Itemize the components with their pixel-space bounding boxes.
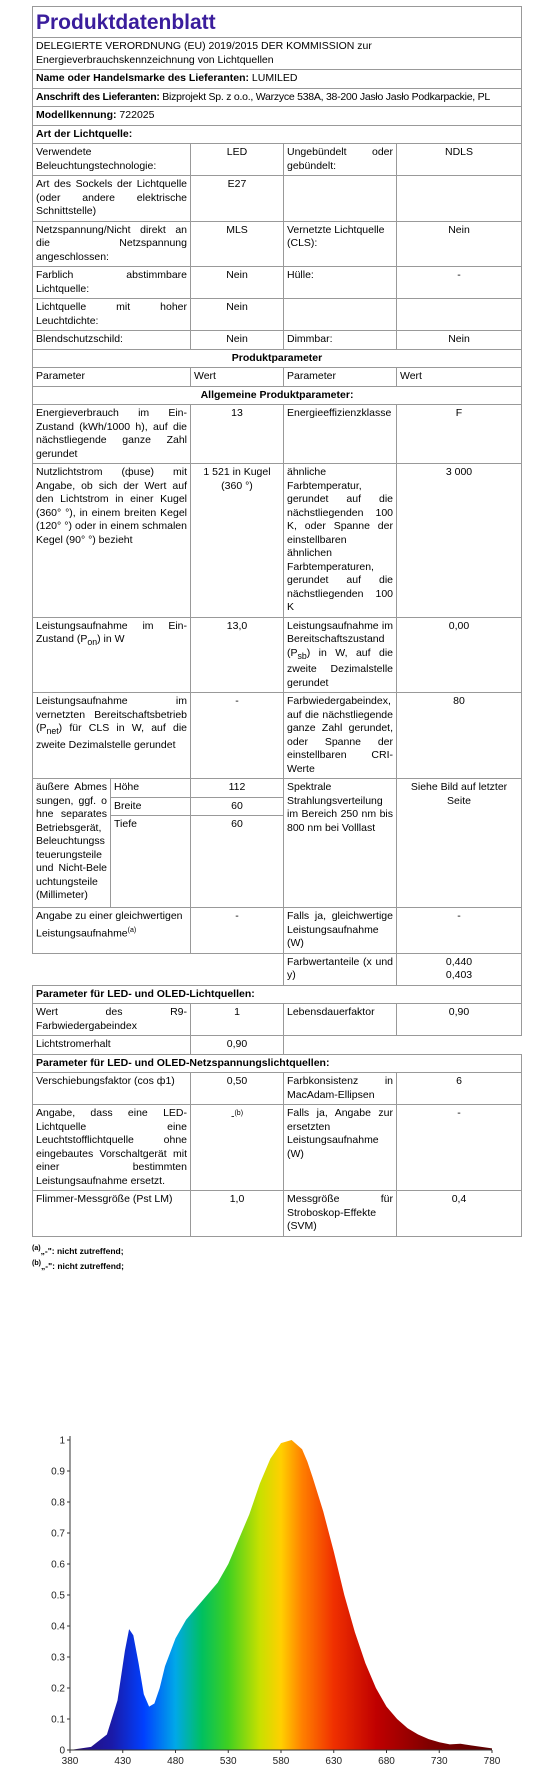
fluorescent-replacement-label: Angabe, dass eine LED-Lichtquelle eine Leuchtstofflichtquelle ohne eingebautes Vorschaltgerät mit einer bestimmten Leistungsaufnahme ersetzt.	[33, 1105, 191, 1191]
datasheet-table	[32, 6, 522, 1237]
flicker-label: Flimmer-Messgröße (Pst LM)	[33, 1191, 191, 1237]
high-luminance-value: Nein	[191, 299, 284, 331]
equivalent-power-label: Angabe zu einer gleichwertigen Leistungsaufnahme$^{(a)}$	[33, 908, 191, 954]
directional-label: Ungebündelt oder gebündelt:	[284, 144, 397, 176]
type-section-title: Art der Lichtquelle:	[33, 125, 522, 144]
spectrum-point	[354, 1631, 356, 1633]
r9-label: Wert des R9-Farbwiedergabeindex	[33, 1004, 191, 1036]
mains-label: Netzspannung/Nicht direkt an die Netzspannung angeschlossen:	[33, 221, 191, 267]
page-title: Produktdatenblatt	[33, 7, 522, 38]
cct-label: ähnliche Farbtemperatur, gerundet auf die nächstliegenden 100 K, oder Spanne der einstellbaren ähnlichen Farbtemperaturen, gerundet auf die nächstliegenden 100 K	[284, 464, 397, 618]
efficiency-class-value: F	[397, 405, 522, 464]
spectrum-point	[206, 1594, 208, 1596]
supplier-name-value: LUMILED	[251, 72, 298, 84]
anti-glare-label: Blendschutzschild:	[33, 331, 191, 350]
anti-glare-value: Nein	[191, 331, 284, 350]
y-tick-label: 0.9	[51, 1466, 65, 1478]
spectrum-point	[491, 1748, 493, 1750]
spectrum-point	[175, 1638, 177, 1640]
y-tick-label: 0.8	[51, 1497, 65, 1509]
displacement-value: 0,50	[191, 1073, 284, 1105]
y-tick-label: 0.1	[51, 1714, 65, 1726]
footnote-a: $^{(a)}$„-": nicht zutreffend;	[32, 1243, 124, 1256]
spectrum-point	[128, 1628, 130, 1630]
spectrum-point	[196, 1607, 198, 1609]
r9-value: 1	[191, 1004, 284, 1036]
supplier-address-row	[33, 88, 522, 107]
spectrum-point	[428, 1738, 430, 1740]
spectrum-point	[439, 1742, 441, 1744]
on-power-label: Leistungsaufnahme im Ein-Zustand $(P_{on})$ in W	[33, 617, 191, 693]
spectrum-point	[375, 1687, 377, 1689]
x-tick-label: 580	[272, 1756, 290, 1767]
x-tick-label: 630	[325, 1756, 343, 1767]
header-value-1: Wert	[191, 368, 284, 387]
header-parameter-1: Parameter	[33, 368, 191, 387]
networked-standby-label: Leistungsaufnahme im vernetzten Bereitschaftsbetrieb $(P_{net})$ für CLS in W, auf die zweite Dezimalstelle gerundet	[33, 693, 191, 779]
spectrum-point	[344, 1594, 346, 1596]
model-value: 722025	[119, 109, 155, 121]
stroboscopic-label: Messgröße für Stroboskop-Effekte (SVM)	[284, 1191, 397, 1237]
displacement-label: Verschiebungsfaktor (cos ф1)	[33, 1073, 191, 1105]
product-params-title: Produktparameter	[33, 349, 522, 368]
footnotes	[32, 1242, 521, 1274]
x-tick-label: 730	[430, 1756, 448, 1767]
spectrum-point	[481, 1746, 483, 1748]
spectrum-point	[138, 1662, 140, 1664]
technology-label: Verwendete Beleuchtungstechnologie:	[33, 144, 191, 176]
spectrum-point	[396, 1718, 398, 1720]
flicker-value: 1,0	[191, 1191, 284, 1237]
y-tick-label: 0.4	[51, 1621, 65, 1633]
spectrum-area	[70, 1440, 492, 1750]
x-tick-label: 530	[219, 1756, 237, 1767]
dimensions-label: äußere Abmessungen, ggf. ohne separates Betriebsgerät, Beleuchtungssteuerungsteile und Nicht-Beleuchtungsteile (Millimeter)	[33, 779, 111, 908]
supplier-name-label: Name oder Handelsmarke des Lieferanten:	[36, 72, 249, 84]
height-value: 112	[191, 779, 284, 798]
flux-value: 1 521 in Kugel (360 °)	[191, 464, 284, 618]
regulation-text: DELEGIERTE VERORDNUNG (EU) 2019/2015 DER KOMMISSION zur Energieverbrauchskennzeichnung von Lichtquellen	[33, 38, 522, 70]
high-luminance-label: Lichtquelle mit hoher Leuchtdichte:	[33, 299, 191, 331]
spectrum-point	[185, 1619, 187, 1621]
spectrum-point	[312, 1476, 314, 1478]
y-tick-label: 1	[59, 1435, 65, 1447]
y-tick-label: 0.5	[51, 1590, 65, 1602]
chromaticity-label: Farbwertanteile (x und y)	[284, 953, 397, 985]
spectrum-point	[154, 1703, 156, 1705]
x-tick-label: 480	[167, 1756, 184, 1767]
x-tick-label: 780	[483, 1756, 501, 1767]
standby-power-label: Leistungsaufnahme im Bereitschaftszustand $(P_{sb})$ in W, auf die zweite Dezimalstelle gerundet	[284, 617, 397, 693]
x-tick-label: 680	[378, 1756, 395, 1767]
cap-type-value: E27	[191, 176, 284, 222]
y-tick-label: 0	[59, 1745, 65, 1757]
spectrum-svg	[40, 1428, 510, 1768]
mains-value: MLS	[191, 221, 284, 267]
spectrum-point	[333, 1551, 335, 1553]
replaced-power-label: Falls ja, Angabe zur ersetzten Leistungsaufnahme (W)	[284, 1105, 397, 1191]
supplier-address-value: Bizprojekt Sp. z o.o., Warzyce 538A, 38-200 Jasło Jasło Podkarpackie, PL	[162, 90, 490, 103]
supplier-name-row	[33, 70, 522, 89]
spectrum-point	[322, 1511, 324, 1513]
header-value-2: Wert	[397, 368, 522, 387]
product-data-sheet	[32, 6, 521, 1273]
spectral-label: Spektrale Strahlungsverteilung im Bereich 250 nm bis 800 nm bei Volllast	[284, 779, 397, 908]
colour-consistency-label: Farbkonsistenz in MacAdam-Ellipsen	[284, 1073, 397, 1105]
technology-value: LED	[191, 144, 284, 176]
equivalent-watt-value: -	[397, 908, 522, 954]
width-value: 60	[191, 797, 284, 816]
header-parameter-2: Parameter	[284, 368, 397, 387]
spectrum-point	[228, 1563, 230, 1565]
standby-power-value: 0,00	[397, 617, 522, 693]
survival-factor-label: Lebensdauerfaktor	[284, 1004, 397, 1036]
energy-label: Energieverbrauch im Ein-Zustand (kWh/1000 h), auf die nächstliegende ganze Zahl gerundet	[33, 405, 191, 464]
width-label: Breite	[111, 797, 191, 816]
chromaticity-values: 0,440 0,403	[397, 953, 522, 985]
spectrum-point	[164, 1666, 166, 1668]
cct-value: 3 000	[397, 464, 522, 618]
spectrum-point	[460, 1743, 462, 1745]
connected-value: Nein	[397, 221, 522, 267]
equivalent-power-value: -	[191, 908, 284, 954]
dimmable-value: Nein	[397, 331, 522, 350]
spectrum-point	[90, 1746, 92, 1748]
model-label: Modellkennung:	[36, 109, 117, 121]
supplier-address-label: Anschrift des Lieferanten:	[36, 90, 160, 103]
spectral-value: Siehe Bild auf letzter Seite	[397, 779, 522, 908]
spectrum-point	[249, 1514, 251, 1516]
fluorescent-replacement-value: -$^{(b)}$	[191, 1105, 284, 1191]
survival-factor-value: 0,90	[397, 1004, 522, 1036]
spectrum-point	[449, 1744, 451, 1746]
y-tick-label: 0.7	[51, 1528, 65, 1540]
led-section-title: Parameter für LED- und OLED-Lichtquellen:	[33, 985, 522, 1004]
replaced-power-value: -	[397, 1105, 522, 1191]
spectrum-point	[124, 1650, 126, 1652]
spectral-distribution-chart	[40, 1428, 510, 1768]
cap-type-label: Art des Sockels der Lichtquelle (oder andere elektrische Schnittstelle)	[33, 176, 191, 222]
on-power-value: 13,0	[191, 617, 284, 693]
x-tick-label: 430	[114, 1756, 132, 1767]
footnote-b: $^{(b)}$„-": nicht zutreffend;	[32, 1259, 124, 1272]
efficiency-class-label: Energieeffizienzklasse	[284, 405, 397, 464]
depth-value: 60	[191, 816, 284, 908]
cri-value: 80	[397, 693, 522, 779]
spectrum-point	[280, 1442, 282, 1444]
spectrum-point	[291, 1439, 293, 1441]
spectrum-point	[307, 1461, 309, 1463]
spectrum-point	[470, 1745, 472, 1747]
directional-value: NDLS	[397, 144, 522, 176]
networked-standby-value: -	[191, 693, 284, 779]
stroboscopic-value: 0,4	[397, 1191, 522, 1237]
cri-label: Farbwiedergabeindex, auf die nächstliegende ganze Zahl gerundet, oder Spanne der einstellbaren CRI-Werte	[284, 693, 397, 779]
spectrum-point	[365, 1662, 367, 1664]
lumen-maintenance-value: 0,90	[191, 1036, 284, 1055]
spectrum-point	[143, 1693, 145, 1695]
dimmable-label: Dimmbar:	[284, 331, 397, 350]
spectrum-point	[217, 1582, 219, 1584]
height-label: Höhe	[111, 779, 191, 798]
tunable-value: Nein	[191, 267, 284, 299]
spectrum-point	[407, 1728, 409, 1730]
spectrum-point	[259, 1483, 261, 1485]
envelope-value: -	[397, 267, 522, 299]
spectrum-point	[238, 1538, 240, 1540]
spectrum-point	[301, 1449, 303, 1451]
spectrum-point	[106, 1734, 108, 1736]
depth-label: Tiefe	[111, 816, 191, 908]
colour-consistency-value: 6	[397, 1073, 522, 1105]
spectrum-point	[159, 1687, 161, 1689]
lumen-maintenance-label: Lichtstromerhalt	[33, 1036, 191, 1055]
model-row	[33, 107, 522, 126]
tunable-label: Farblich abstimmbare Lichtquelle:	[33, 267, 191, 299]
y-tick-label: 0.6	[51, 1559, 65, 1571]
energy-value: 13	[191, 405, 284, 464]
spectrum-point	[117, 1700, 119, 1702]
equivalent-watt-label: Falls ja, gleichwertige Leistungsaufnahme (W)	[284, 908, 397, 954]
spectrum-point	[148, 1706, 150, 1708]
spectrum-point	[270, 1458, 272, 1460]
spectrum-point	[417, 1734, 419, 1736]
mains-section-title: Parameter für LED- und OLED-Netzspannungslichtquellen:	[33, 1054, 522, 1073]
envelope-label: Hülle:	[284, 267, 397, 299]
y-tick-label: 0.3	[51, 1652, 65, 1664]
spectrum-point	[386, 1706, 388, 1708]
flux-label: Nutzlichtstrom (фuse) mit Angabe, ob sich der Wert auf den Lichtstrom in einer Kugel (360° °), in einem breiten Kegel (120° °) oder in einem schmalen Kegel (90° °) bezieht	[33, 464, 191, 618]
x-tick-label: 380	[61, 1756, 79, 1767]
connected-label: Vernetzte Lichtquelle (CLS):	[284, 221, 397, 267]
y-tick-label: 0.2	[51, 1683, 65, 1695]
spectrum-point	[133, 1635, 135, 1637]
general-params-title: Allgemeine Produktparameter:	[33, 386, 522, 405]
